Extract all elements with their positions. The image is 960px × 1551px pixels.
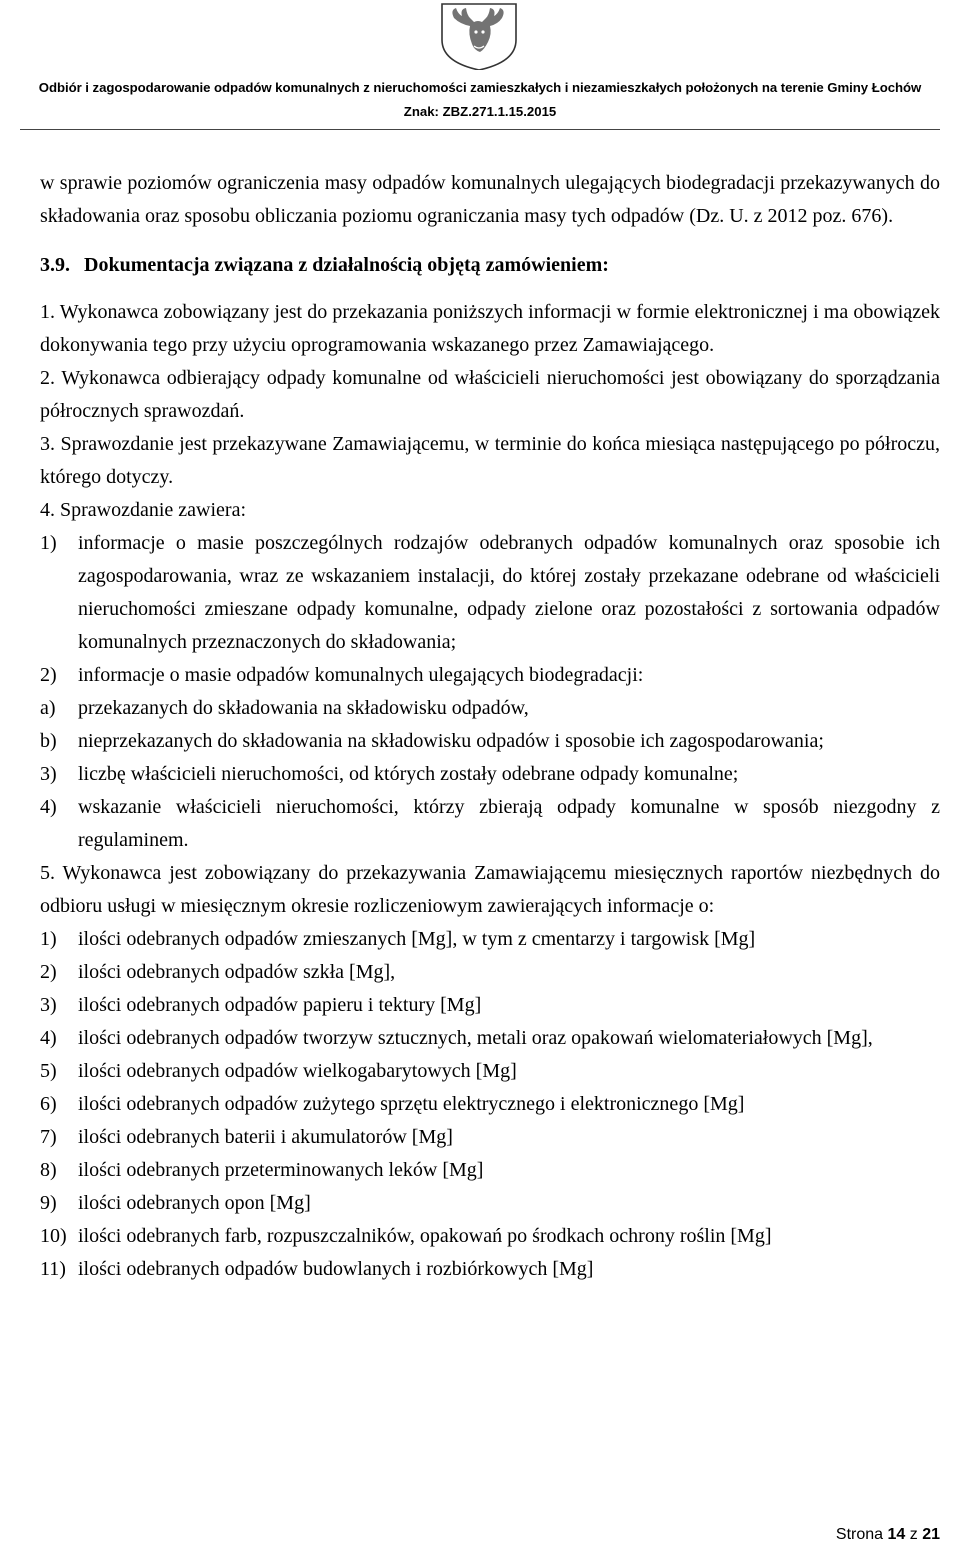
item-number: 2) bbox=[40, 664, 57, 686]
item-text: ilości odebranych odpadów papieru i tektury [Mg] bbox=[78, 994, 482, 1016]
item-number: 3) bbox=[40, 994, 57, 1016]
item-number: 6) bbox=[40, 1093, 57, 1115]
item-number: 10) bbox=[40, 1225, 67, 1247]
header-divider bbox=[20, 129, 940, 130]
point-5-item bbox=[40, 1187, 940, 1220]
section-title: Dokumentacja związana z działalnością objętą zamówieniem: bbox=[84, 254, 609, 276]
item-text: ilości odebranych odpadów zmieszanych [Mg], w tym z cmentarzy i targowisk [Mg] bbox=[78, 928, 756, 950]
item-number: 3) bbox=[40, 763, 57, 785]
point-5-item bbox=[40, 1022, 940, 1055]
item-number: 9) bbox=[40, 1192, 57, 1214]
point-3: 3. Sprawozdanie jest przekazywane Zamawiającemu, w terminie do końca miesiąca następującego po półroczu, którego dotyczy. bbox=[40, 433, 940, 488]
item-number: 1) bbox=[40, 928, 57, 950]
header-title: Odbiór i zagospodarowanie odpadów komunalnych z nieruchomości zamieszkałych i niezamieszkałych położonych na terenie Gminy Łochów bbox=[38, 80, 922, 95]
item-text: ilości odebranych baterii i akumulatorów [Mg] bbox=[78, 1126, 453, 1148]
item-text: liczbę właścicieli nieruchomości, od których zostały odebrane odpady komunalne; bbox=[78, 763, 739, 785]
section-number: 3.9. bbox=[40, 254, 70, 276]
point-5-item bbox=[40, 1088, 940, 1121]
point-5-item bbox=[40, 1220, 940, 1253]
point-4: 4. Sprawozdanie zawiera: bbox=[40, 499, 247, 521]
item-number: b) bbox=[40, 730, 57, 752]
document-body bbox=[40, 167, 940, 1286]
item-text: ilości odebranych odpadów tworzyw sztucznych, metali oraz opakowań wielomateriałowych [Mg], bbox=[78, 1027, 873, 1049]
point-4-item bbox=[40, 758, 940, 791]
item-text: ilości odebranych przeterminowanych leków [Mg] bbox=[78, 1159, 484, 1181]
item-number: 5) bbox=[40, 1060, 57, 1082]
item-number: 2) bbox=[40, 961, 57, 983]
item-text: ilości odebranych odpadów wielkogabarytowych [Mg] bbox=[78, 1060, 517, 1082]
item-number: 4) bbox=[40, 1027, 57, 1049]
item-number: 1) bbox=[40, 532, 57, 554]
total-pages: 21 bbox=[922, 1526, 940, 1543]
moose-emblem-logo bbox=[436, 0, 522, 70]
header-reference-number: Znak: ZBZ.271.1.15.2015 bbox=[403, 104, 557, 119]
point-2: 2. Wykonawca odbierający odpady komunalne od właścicieli nieruchomości jest obowiązany do sporządzania półrocznych sprawozdań. bbox=[40, 367, 940, 422]
item-text: przekazanych do składowania na składowisku odpadów, bbox=[78, 697, 529, 719]
intro-paragraph: w sprawie poziomów ograniczenia masy odpadów komunalnych ulegających biodegradacji przekazywanych do składowania oraz sposobu obliczania poziomu ograniczania masy tych odpadów (Dz. U. z 2012 poz. 676). bbox=[40, 172, 940, 227]
page-separator: z bbox=[909, 1526, 918, 1543]
page-number-footer bbox=[836, 1526, 940, 1544]
page-label: Strona bbox=[835, 1526, 884, 1543]
point-5-item bbox=[40, 1121, 940, 1154]
point-1: 1. Wykonawca zobowiązany jest do przekazania poniższych informacji w formie elektronicznej i ma obowiązek dokonywania tego przy użyciu oprogramowania wskazanego przez Zamawiającego. bbox=[40, 301, 940, 356]
item-text: ilości odebranych odpadów szkła [Mg], bbox=[78, 961, 396, 983]
item-text: nieprzekazanych do składowania na składowisku odpadów i sposobie ich zagospodarowania; bbox=[78, 730, 824, 752]
point-5-item bbox=[40, 923, 940, 956]
point-4-item bbox=[40, 659, 940, 692]
item-text: ilości odebranych odpadów budowlanych i rozbiórkowych [Mg] bbox=[78, 1258, 594, 1280]
item-text: ilości odebranych opon [Mg] bbox=[78, 1192, 311, 1214]
item-text: informacje o masie odpadów komunalnych ulegających biodegradacji: bbox=[78, 664, 644, 686]
point-4-item bbox=[40, 527, 940, 659]
item-number: a) bbox=[40, 697, 56, 719]
item-number: 11) bbox=[40, 1258, 66, 1280]
point-5: 5. Wykonawca jest zobowiązany do przekazywania Zamawiającemu miesięcznych raportów niezbędnych do odbioru usługi w miesięcznym okresie rozliczeniowym zawierających informacje o: bbox=[40, 862, 940, 917]
section-heading bbox=[40, 249, 940, 282]
item-text: ilości odebranych odpadów zużytego sprzętu elektrycznego i elektronicznego [Mg] bbox=[78, 1093, 745, 1115]
point-5-item bbox=[40, 956, 940, 989]
point-5-item bbox=[40, 1154, 940, 1187]
item-text: ilości odebranych farb, rozpuszczalników, opakowań po środkach ochrony roślin [Mg] bbox=[78, 1225, 772, 1247]
item-number: 7) bbox=[40, 1126, 57, 1148]
item-number: 8) bbox=[40, 1159, 57, 1181]
point-4-item bbox=[40, 725, 940, 758]
point-4-item bbox=[40, 692, 940, 725]
current-page: 14 bbox=[887, 1526, 906, 1543]
point-5-item bbox=[40, 989, 940, 1022]
item-text: wskazanie właścicieli nieruchomości, którzy zbierają odpady komunalne w sposób niezgodny z regulaminem. bbox=[78, 796, 940, 851]
point-4-item bbox=[40, 791, 940, 857]
item-number: 4) bbox=[40, 796, 57, 818]
point-5-item bbox=[40, 1055, 940, 1088]
item-text: informacje o masie poszczególnych rodzajów odebranych odpadów komunalnych oraz sposobie ich zagospodarowania, wraz ze wskazaniem instalacji, do której zostały przekazane odebrane od właścicieli nieruchomości zmieszane odpady komunalne, odpady zielone oraz pozostałości z sortowania odpadów komunalnych przeznaczonych do składowania; bbox=[78, 532, 940, 653]
point-5-item bbox=[40, 1253, 940, 1286]
